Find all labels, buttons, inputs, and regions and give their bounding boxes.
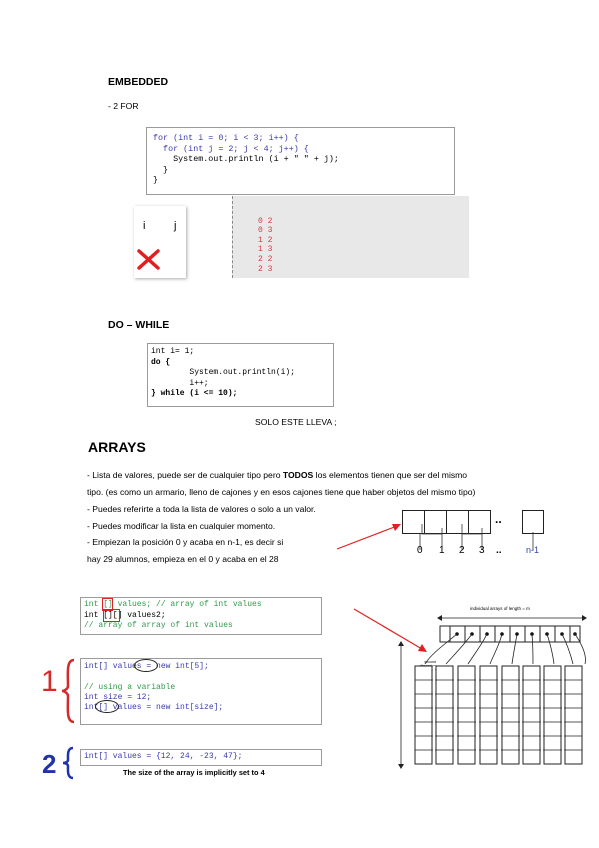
console-output — [232, 196, 469, 278]
marker-2: 2 — [42, 749, 57, 779]
code-line: int [][] values2; — [84, 610, 166, 620]
arrays-bullet-1-cont: tipo. (es como un armario, lleno de cajones y en esos cajones tiene que haber objetos del mismo tipo) — [87, 487, 476, 497]
variables-panel — [134, 206, 186, 278]
code-line: for (int j = 2; j < 4; j++) { — [153, 143, 309, 154]
code-line: int[] values = new int[5]; — [84, 662, 209, 671]
diagram-side-label: second — [424, 660, 436, 664]
bullet-text: - Lista de valores, puede ser de cualquier tipo pero — [87, 470, 283, 480]
size-variable-circle — [95, 700, 119, 713]
code-line: i++; — [151, 378, 209, 388]
array-initializer-code — [80, 749, 322, 766]
implicit-size-caption: The size of the array is implicitly set to 4 — [123, 768, 265, 777]
code-line: int [] values; // array of int values — [84, 600, 262, 609]
brace-icon — [61, 746, 75, 780]
code-line: } while (i <= 10); — [151, 389, 238, 399]
output-line: 1 3 — [258, 245, 273, 255]
dowhile-note: SOLO ESTE LLEVA ; — [255, 417, 337, 427]
array-allocation-code — [80, 658, 322, 725]
embedded-subheading: - 2 FOR — [108, 101, 139, 111]
output-line: 2 3 — [258, 264, 273, 274]
bracket-highlight — [103, 609, 120, 622]
new-keyword-circle — [134, 659, 158, 672]
code-line: System.out.println (i + " " + j); — [153, 154, 339, 164]
brace-icon — [60, 658, 76, 724]
arrays-bullet-1 — [87, 470, 467, 480]
code-line: // array of array of int values — [84, 621, 233, 630]
code-line: } — [153, 164, 169, 175]
arrays-bullet-4-cont: hay 29 alumnos, empieza en el 0 y acaba en el 28 — [87, 554, 279, 564]
arrays-heading: ARRAYS — [88, 439, 146, 455]
index-label: 2 — [459, 545, 465, 556]
diagram-top-label: individual arrays of length = m — [470, 606, 530, 611]
dowhile-heading: DO – WHILE — [108, 319, 170, 331]
bullet-emphasis: TODOS — [282, 470, 314, 480]
output-line: 0 3 — [258, 226, 273, 236]
marker-1: 1 — [41, 665, 58, 698]
var-j-label: j — [174, 220, 177, 232]
dowhile-code — [147, 343, 334, 407]
index-label: 3 — [479, 545, 485, 556]
index-label: 1 — [439, 545, 445, 556]
code-line: int[] values = {12, 24, -23, 47}; — [84, 752, 243, 761]
output-line: 0 2 — [258, 216, 273, 226]
output-line: 2 2 — [258, 254, 273, 264]
index-label: n-1 — [526, 545, 540, 555]
ellipsis-dots: .. — [495, 512, 502, 526]
code-line: } — [153, 175, 159, 185]
var-i-label: i — [143, 220, 146, 232]
index-label: 0 — [417, 545, 423, 556]
nested-for-code — [146, 127, 455, 195]
code-line: int i= 1; — [151, 347, 195, 356]
arrays-bullet-3: - Puedes modificar la lista en cualquier momento. — [87, 521, 276, 531]
code-line: for (int i = 0; i < 3; i++) { — [153, 133, 299, 143]
code-line: int[] values = new int[size]; — [84, 703, 224, 713]
bullet-text: los elementos tienen que ser del mismo — [313, 470, 468, 480]
code-line: do { — [151, 357, 171, 367]
embedded-heading: EMBEDDED — [108, 76, 169, 88]
array-of-arrays-graphic — [405, 620, 595, 770]
arrays-bullet-4: - Empiezan la posición 0 y acaba en n-1, es decir si — [87, 537, 284, 547]
output-line: 1 2 — [258, 235, 273, 245]
code-line: System.out.println(i); — [151, 368, 296, 378]
index-connectors — [402, 524, 544, 552]
cross-mark-icon — [136, 248, 162, 272]
red-arrow-icon — [335, 520, 405, 552]
index-label: .. — [496, 545, 502, 556]
code-line: // using a variable — [84, 682, 176, 692]
code-line: int size = 12; — [84, 692, 152, 702]
arrays-bullet-2: - Puedes referirte a toda la lista de valores o solo a un valor. — [87, 504, 316, 514]
